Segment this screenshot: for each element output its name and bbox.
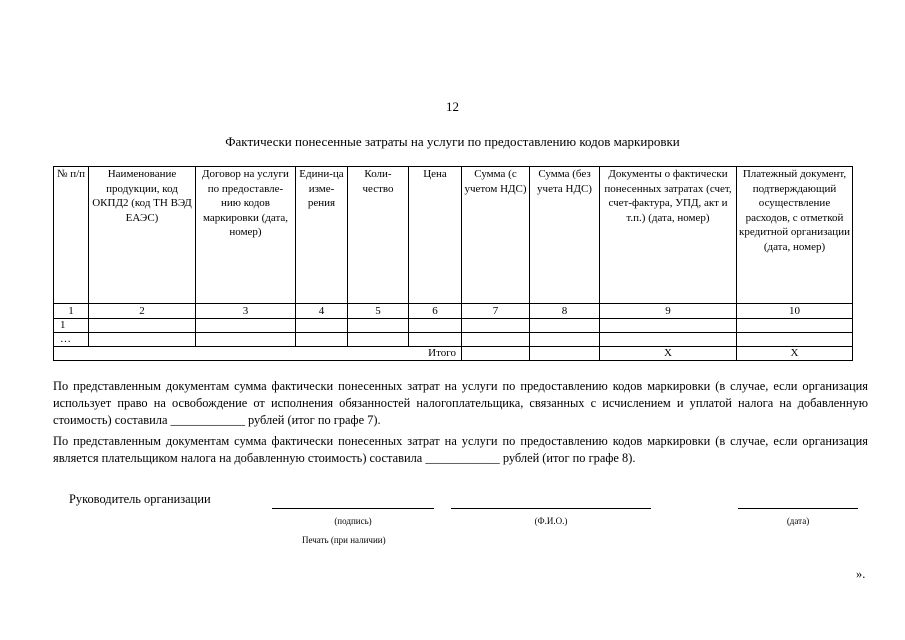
total-payment: Х xyxy=(737,347,853,361)
table-row xyxy=(54,333,853,347)
table-cell: 1 xyxy=(54,319,89,333)
column-number: 3 xyxy=(196,304,296,319)
table-cell xyxy=(89,333,196,347)
page-title: Фактически понесенные затраты на услуги по предоставлению кодов маркировки xyxy=(225,134,680,149)
signature-caption: (подпись) xyxy=(334,516,372,526)
header-cell: Цена xyxy=(409,167,462,304)
header-cell: № п/п xyxy=(54,167,89,304)
table-row xyxy=(54,319,853,333)
header-cell: Сумма (с учетом НДС) xyxy=(462,167,530,304)
table-header-row xyxy=(54,167,853,304)
column-number: 1 xyxy=(54,304,89,319)
table-cell xyxy=(462,333,530,347)
table-cell xyxy=(409,319,462,333)
closing-quote: ». xyxy=(856,567,866,581)
table-cell xyxy=(530,319,600,333)
table-cell xyxy=(600,319,737,333)
table-cell xyxy=(196,319,296,333)
table-cell xyxy=(348,319,409,333)
total-documents: Х xyxy=(600,347,737,361)
total-sum-without-vat xyxy=(530,347,600,361)
column-number: 5 xyxy=(348,304,409,319)
column-number: 7 xyxy=(462,304,530,319)
header-cell: Сумма (без учета НДС) xyxy=(530,167,600,304)
total-sum-with-vat xyxy=(462,347,530,361)
stamp-note: Печать (при наличии) xyxy=(302,535,386,545)
date-caption: (дата) xyxy=(786,516,810,526)
column-number: 6 xyxy=(409,304,462,319)
header-cell: Коли-чество xyxy=(348,167,409,304)
table-cell xyxy=(348,333,409,347)
table-cell xyxy=(296,319,348,333)
table-cell xyxy=(600,333,737,347)
header-cell: Договор на услуги по предоставле-нию кодов маркировки (дата, номер) xyxy=(196,167,296,304)
paragraph-col8-total: По представленным документам сумма фактически понесенных затрат на услуги по предоставлению кодов маркировки (в случае, если организация является плательщиком налога на добавленную стоимость) составила ____________ рублей (итог по графе 8). xyxy=(53,434,868,465)
table-cell xyxy=(737,333,853,347)
header-cell: Наименование продукции, код ОКПД2 (код ТН ВЭД ЕАЭС) xyxy=(89,167,196,304)
column-number: 4 xyxy=(296,304,348,319)
table-cell xyxy=(462,319,530,333)
paragraph-col7-total: По представленным документам сумма фактически понесенных затрат на услуги по предоставлению кодов маркировки (в случае, если организация использует право на освобождение от исполнения обязанностей налогоплательщика, связанных с исчислением и уплатой налога на добавленную стоимость) составила ____________ рублей (итог по графе 7). xyxy=(53,379,868,427)
column-number: 10 xyxy=(737,304,853,319)
table-cell xyxy=(737,319,853,333)
table-cell xyxy=(196,333,296,347)
total-label: Итого xyxy=(54,347,462,361)
header-cell: Платежный документ, подтверждающий осуществление расходов, с отметкой кредитной организации (дата, номер) xyxy=(737,167,853,304)
table-cell xyxy=(89,319,196,333)
column-number-row xyxy=(54,304,853,319)
column-number: 8 xyxy=(530,304,600,319)
header-cell: Едини-ца изме-рения xyxy=(296,167,348,304)
signature-label: Руководитель организации xyxy=(69,492,211,506)
column-number: 9 xyxy=(600,304,737,319)
name-caption: (Ф.И.О.) xyxy=(534,516,568,526)
date-line xyxy=(738,508,858,509)
column-number: 2 xyxy=(89,304,196,319)
name-line xyxy=(451,508,651,509)
table-cell xyxy=(296,333,348,347)
page-number: 12 xyxy=(446,99,459,114)
costs-table xyxy=(53,166,853,361)
table-cell xyxy=(530,333,600,347)
total-row xyxy=(54,347,853,361)
header-cell: Документы о фактически понесенных затратах (счет, счет-фактура, УПД, акт и т.п.) (дата, номер) xyxy=(600,167,737,304)
signature-line xyxy=(272,508,434,509)
table-cell: … xyxy=(54,333,89,347)
table-cell xyxy=(409,333,462,347)
